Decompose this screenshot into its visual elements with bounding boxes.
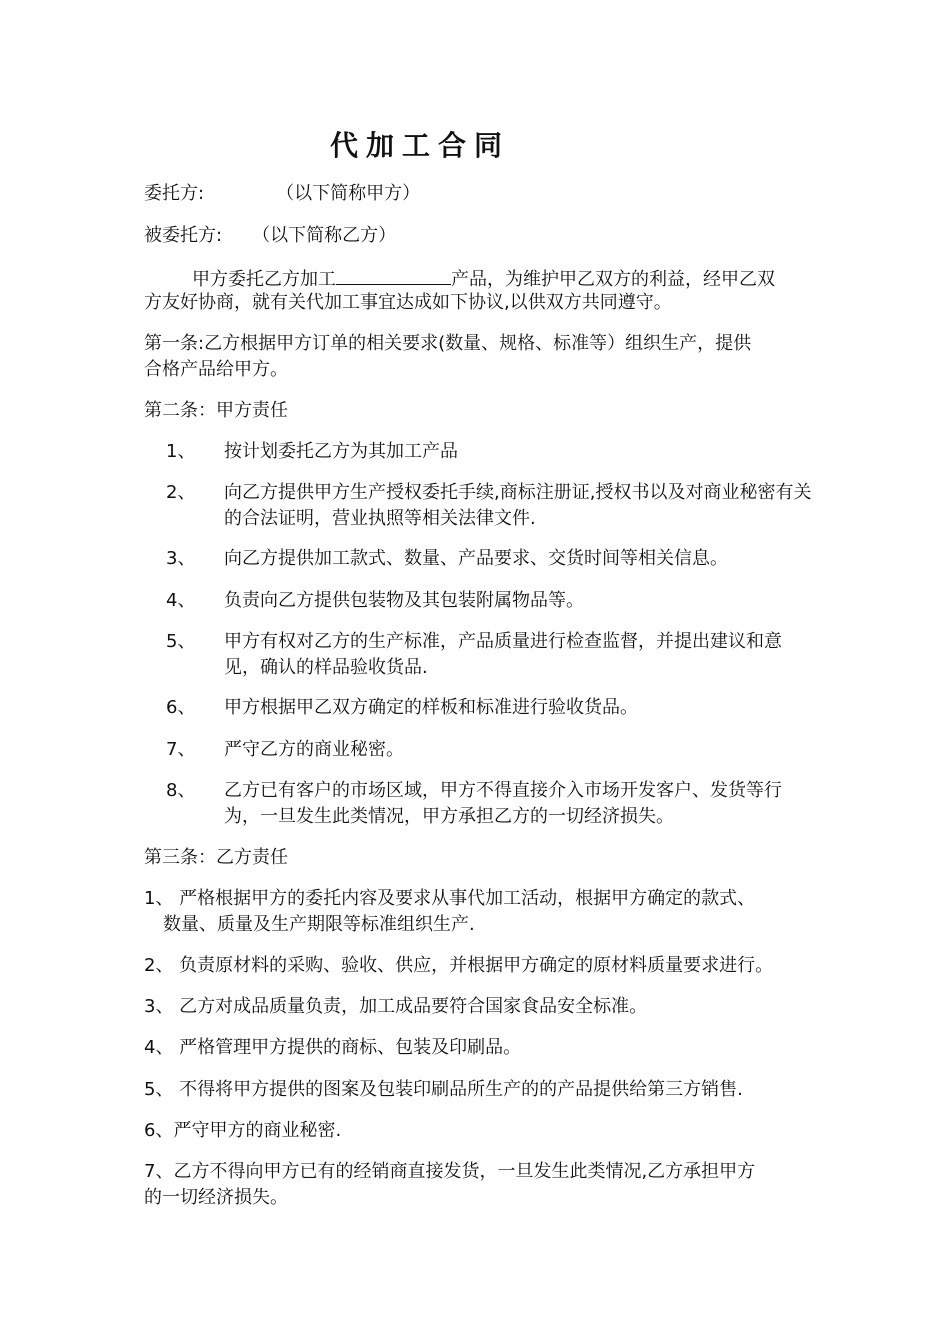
contractor-line [144,223,396,249]
client-label: 委托方: [144,183,205,204]
contractor-note: （以下简称乙方） [252,225,397,246]
article2-item-text: 按计划委托乙方为其加工产品 [224,441,458,462]
article3-item-7-line-2: 的一切经济损失。 [144,1187,288,1208]
client-note: （以下简称甲方） [276,183,421,204]
article3-item-1-line-1: 1、 严格根据甲方的委托内容及要求从事代加工活动，根据甲方确定的款式、 [144,888,756,909]
article2-item-number: 2、 [166,482,196,503]
article2-item-number: 3、 [166,548,196,569]
article2-item-number: 8、 [166,780,196,801]
intro-line-1 [192,264,775,293]
article1-line-1: 第一条:乙方根据甲方订单的相关要求(数量、规格、标准等）组织生产，提供 [144,333,752,354]
article2-item-text: 甲方有权对乙方的生产标准，产品质量进行检查监督，并提出建议和意见，确认的样品验收货品. [224,631,782,678]
article2-item-number: 4、 [166,590,196,611]
article1-line-2: 合格产品给甲方。 [144,359,288,380]
intro-line-2: 方友好协商，就有关代加工事宜达成如下协议,以供双方共同遵守。 [144,292,672,313]
article2-item-text: 甲方根据甲乙双方确定的样板和标准进行验收货品。 [224,697,638,718]
article2-item-text: 向乙方提供甲方生产授权委托手续,商标注册证,授权书以及对商业秘密有关的合法证明，营业执照等相关法律文件. [224,482,812,529]
article3-item-5: 5、 不得将甲方提供的图案及包装印刷品所生产的的产品提供给第三方销售. [144,1079,743,1100]
product-blank [336,264,451,285]
article2-item-number: 6、 [166,697,196,718]
article2-item-text: 严守乙方的商业秘密。 [224,739,404,760]
article3-item-1-line-2: 数量、质量及生产期限等标准组织生产. [163,914,475,935]
article2-item-number: 1、 [166,441,196,462]
document-title: 代加工合同 [329,129,510,162]
contractor-label: 被委托方: [144,225,223,246]
article3-item-6: 6、严守甲方的商业秘密. [144,1120,342,1141]
intro-text-a: 甲方委托乙方加工 [192,269,336,290]
article2-item-text: 向乙方提供加工款式、数量、产品要求、交货时间等相关信息。 [224,548,728,569]
article2-heading: 第二条：甲方责任 [144,400,288,421]
article2-item-number: 5、 [166,631,196,652]
intro-text-b: 产品，为维护甲乙双方的利益，经甲乙双 [451,269,775,290]
article2-item-text: 乙方已有客户的市场区域，甲方不得直接介入市场开发客户、发货等行为，一旦发生此类情况，甲方承担乙方的一切经济损失。 [224,780,782,827]
article3-item-7-line-1: 7、乙方不得向甲方已有的经销商直接发货，一旦发生此类情况,乙方承担甲方 [144,1161,756,1182]
article3-heading: 第三条：乙方责任 [144,847,288,868]
client-line [144,181,420,207]
article3-item-3: 3、 乙方对成品质量负责，加工成品要符合国家食品安全标准。 [144,996,648,1017]
article3-item-4: 4、 严格管理甲方提供的商标、包装及印刷品。 [144,1037,522,1058]
article3-item-2: 2、 负责原材料的采购、验收、供应，并根据甲方确定的原材料质量要求进行。 [144,955,774,976]
article2-item-number: 7、 [166,739,196,760]
article2-item-text: 负责向乙方提供包装物及其包装附属物品等。 [224,590,584,611]
